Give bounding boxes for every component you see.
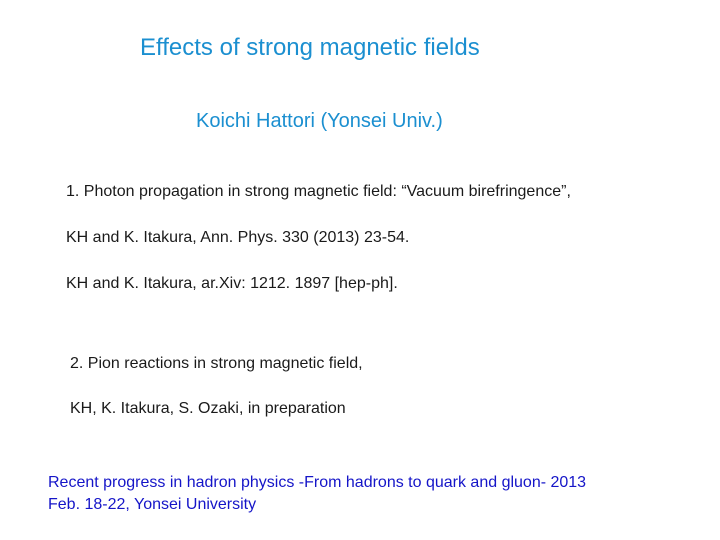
topic-1-reference-1: KH and K. Itakura, Ann. Phys. 330 (2013) 23-54. [66,229,410,246]
slide-title: Effects of strong magnetic fields [140,34,480,61]
topic-1-heading: 1. Photon propagation in strong magnetic field: “Vacuum birefringence”, [66,183,571,200]
conference-line: Recent progress in hadron physics -From hadrons to quark and gluon- 2013 [48,474,587,491]
author-line: Koichi Hattori (Yonsei Univ.) [196,110,443,132]
conference-date-venue: Feb. 18-22, Yonsei University [48,496,257,513]
topic-1-reference-2: KH and K. Itakura, ar.Xiv: 1212. 1897 [hep-ph]. [66,275,398,292]
topic-2-heading: 2. Pion reactions in strong magnetic field, [70,355,363,372]
topic-2-reference-1: KH, K. Itakura, S. Ozaki, in preparation [70,400,346,417]
